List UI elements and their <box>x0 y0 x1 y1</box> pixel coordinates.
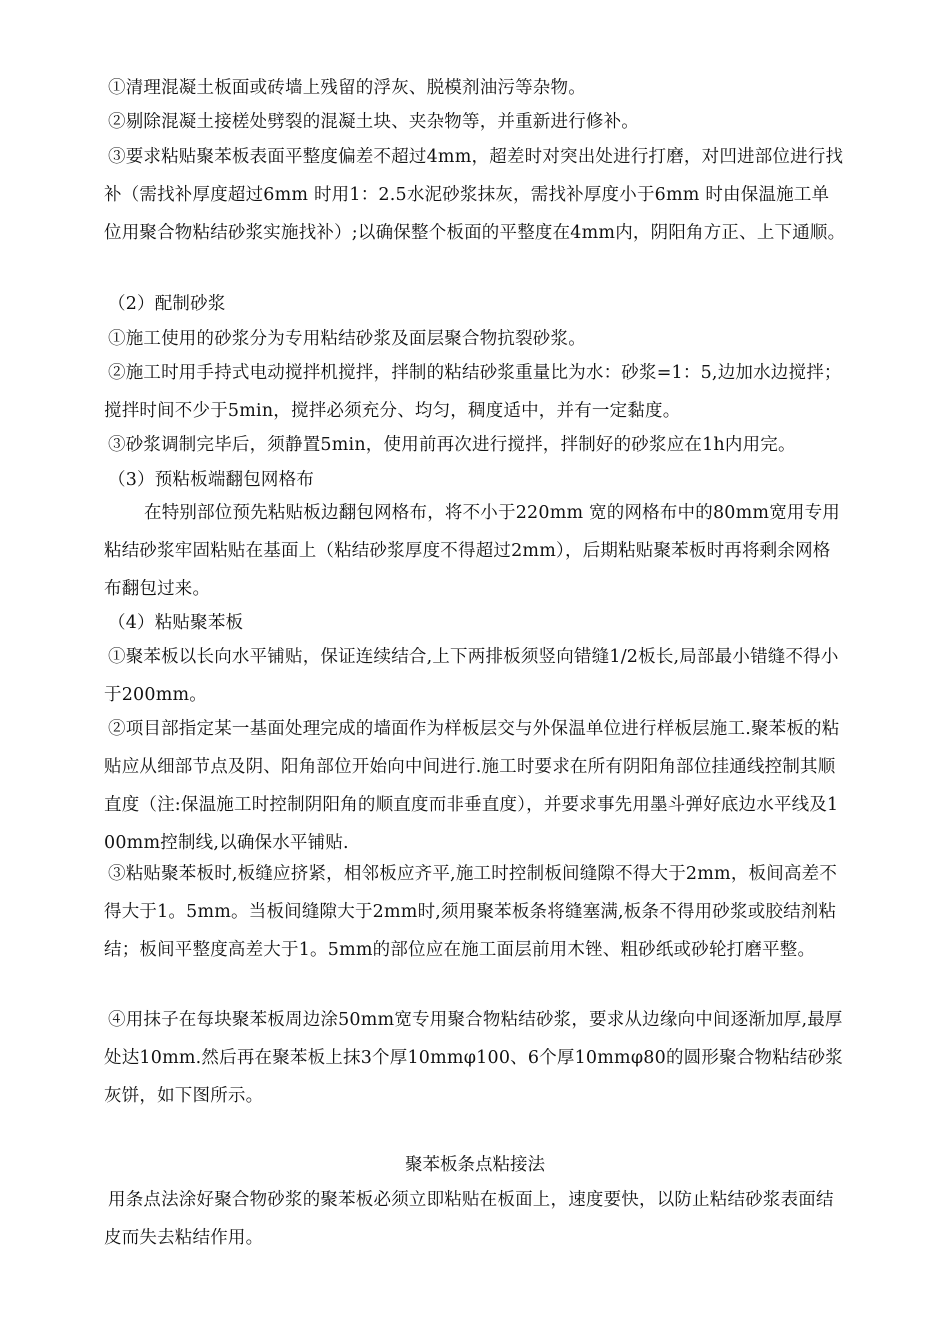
paragraph-remove-debris: ②剔除混凝土接槎处劈裂的混凝土块、夹杂物等，并重新进行修补。 <box>108 112 639 132</box>
paragraph-clean-surface: ①清理混凝土板面或砖墙上残留的浮灰、脱模剂油污等杂物。 <box>108 78 586 98</box>
section-heading-mesh-wrap: （3）预粘板端翻包网格布 <box>108 470 315 490</box>
section-heading-paste-eps: （4）粘贴聚苯板 <box>108 613 244 633</box>
paragraph-joint-control: ③粘贴聚苯板时,板缝应挤紧，相邻板应齐平,施工时控制板间缝隙不得大于2mm，板间高差不得大于1。5mm。当板间缝隙大于2mm时,须用聚苯板条将缝塞满,板条不得用砂浆或胶结剂粘结；板间平整度高差大于1。5mm的部位应在施工面层前用木锉、粗砂纸或砂轮打磨平整。 <box>104 864 838 960</box>
section-heading-mix-mortar: （2）配制砂浆 <box>108 294 226 314</box>
paragraph-sample-layer: ②项目部指定某一基面处理完成的墙面作为样板层交与外保温单位进行样板层施工.聚苯板的粘贴应从细部节点及阴、阳角部位开始向中间进行.施工时要求在所有阴阳角部位挂通线控制其顺直度（注:保温施工时控制阴阳角的顺直度而非垂直度），并要求事先用墨斗弹好底边水平线及100mm控制线,以确保水平铺贴. <box>104 719 840 853</box>
figure-title: 聚苯板条点粘接法 <box>405 1155 545 1175</box>
paragraph-mixing-method: ②施工时用手持式电动搅拌机搅拌，拌制的粘结砂浆重量比为水：砂浆=1：5,边加水边搅拌；搅拌时间不少于5min，搅拌必须充分、均匀，稠度适中，并有一定黏度。 <box>104 363 842 421</box>
paragraph-adhesive-application: ④用抹子在每块聚苯板周边涂50mm宽专用聚合物粘结砂浆，要求从边缘向中间逐渐加厚,最厚处达10mm.然后再在聚苯板上抹3个厚10mmφ100、6个厚10mmφ80的圆形聚合物粘结砂浆灰饼，如下图所示。 <box>104 1010 843 1106</box>
paragraph-flatness-requirement: ③要求粘贴聚苯板表面平整度偏差不超过4mm，超差时对突出处进行打磨，对凹进部位进行找补（需找补厚度超过6mm 时用1：2.5水泥砂浆抹灰，需找补厚度小于6mm 时由保温施工单位用聚合物粘结砂浆实施找补）;以确保整个板面的平整度在4mm内，阴阳角方正、上下通顺。 <box>104 147 846 243</box>
paragraph-eps-layout: ①聚苯板以长向水平铺贴，保证连续结合,上下两排板须竖向错缝1/2板长,局部最小错缝不得小于200mm。 <box>104 647 839 705</box>
paragraph-mortar-rest: ③砂浆调制完毕后，须静置5min，使用前再次进行搅拌，拌制好的砂浆应在1h内用完。 <box>108 435 796 455</box>
paragraph-closing: 用条点法涂好聚合物砂浆的聚苯板必须立即粘贴在板面上，速度要快，以防止粘结砂浆表面结皮而失去粘结作用。 <box>104 1190 834 1248</box>
paragraph-mesh-wrap: 在特别部位预先粘贴板边翻包网格布，将不小于220mm 宽的网格布中的80mm宽用专用粘结砂浆牢固粘贴在基面上（粘结砂浆厚度不得超过2mm），后期粘贴聚苯板时再将剩余网格布翻包过来。 <box>104 503 841 599</box>
paragraph-mortar-types: ①施工使用的砂浆分为专用粘结砂浆及面层聚合物抗裂砂浆。 <box>108 329 586 349</box>
